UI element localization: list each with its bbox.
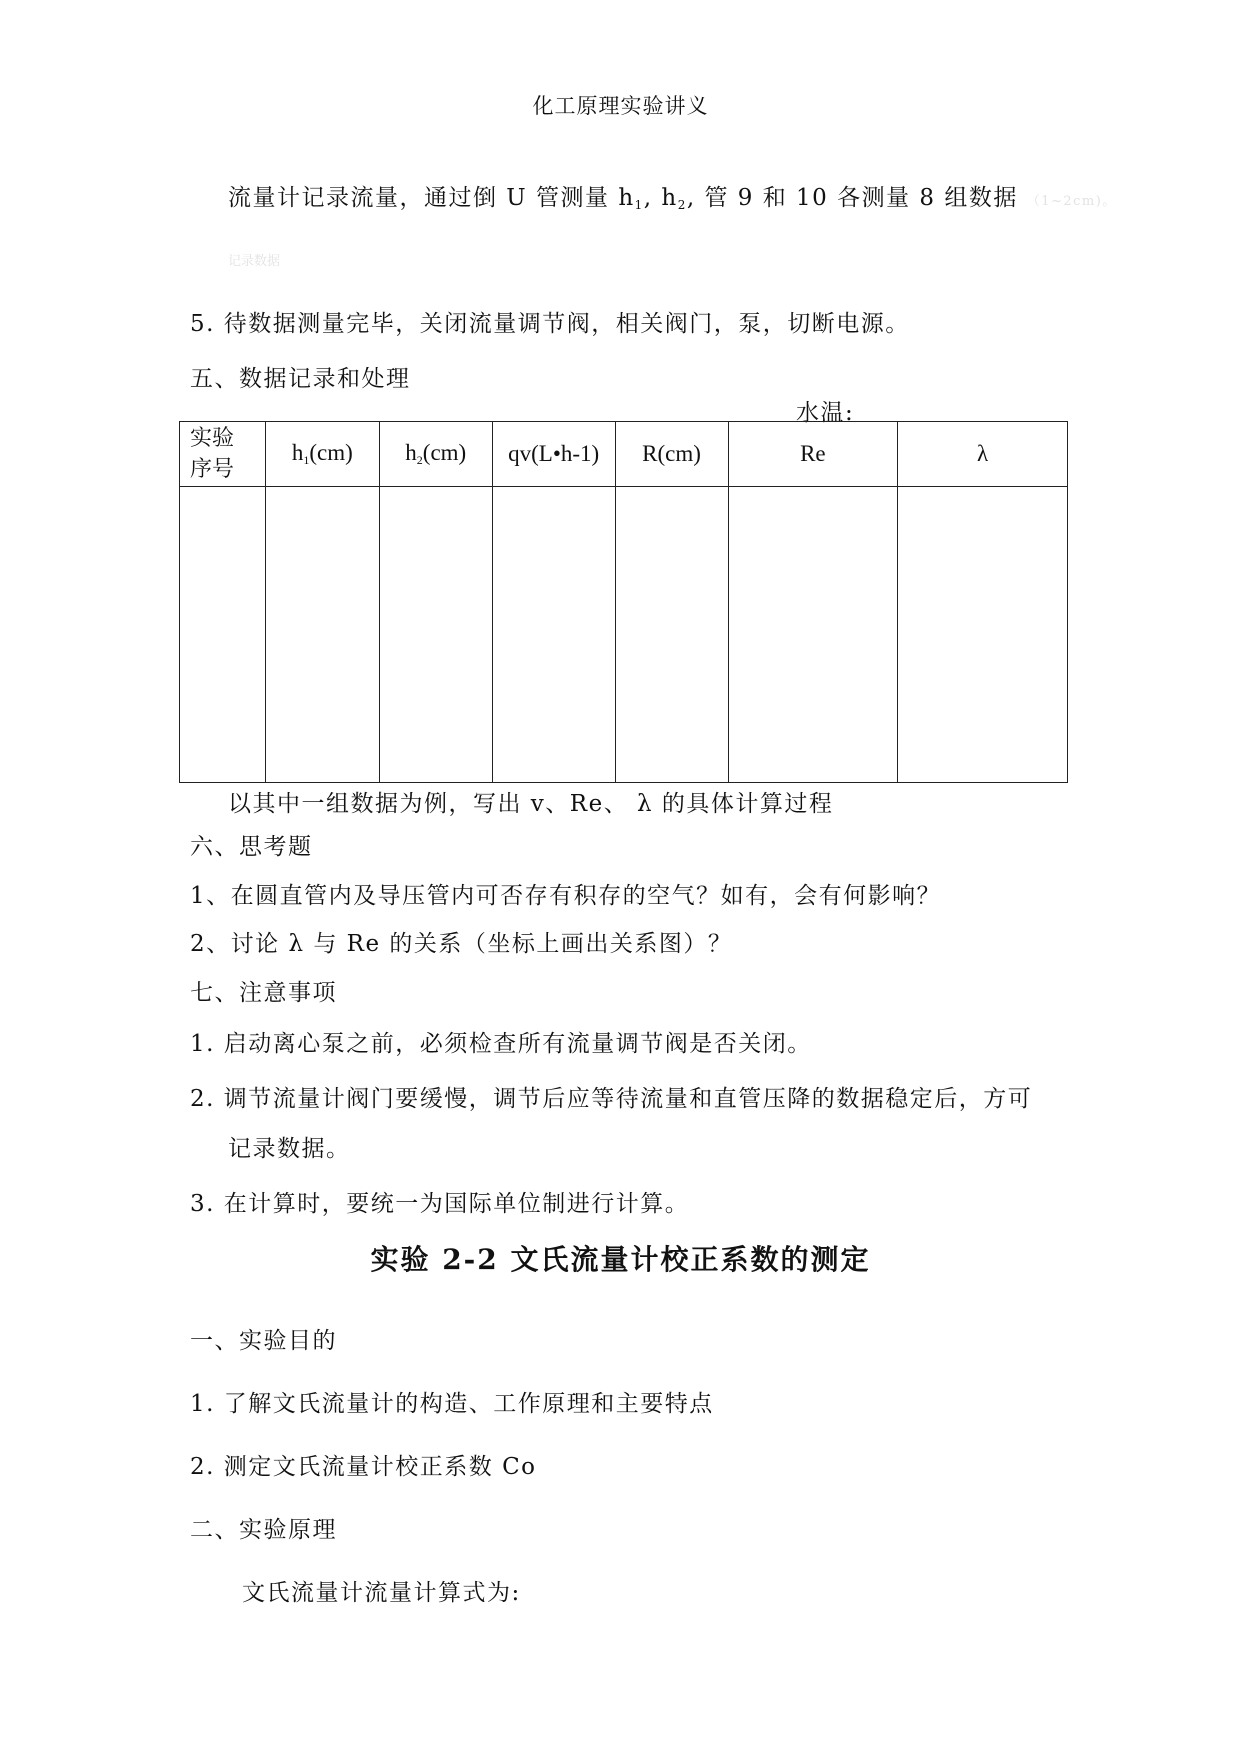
table-row bbox=[180, 487, 1068, 783]
header-r: R(cm) bbox=[615, 422, 728, 487]
calc-note: 以其中一组数据为例，写出 v、Re、 λ 的具体计算过程 bbox=[228, 791, 834, 817]
table-cell[interactable] bbox=[379, 487, 492, 783]
header-seq-line2: 序号 bbox=[190, 457, 235, 482]
paragraph-measurement bbox=[228, 179, 1117, 212]
heading-questions: 六、思考题 bbox=[190, 834, 313, 860]
question-1: 1、在圆直管内及导压管内可否存有积存的空气？如有，会有何影响？ bbox=[190, 883, 942, 909]
heading-principle: 二、实验原理 bbox=[190, 1517, 337, 1543]
note-2-continued: 记录数据。 bbox=[228, 1136, 351, 1162]
heading-aims: 一、实验目的 bbox=[190, 1328, 337, 1354]
heading-data-record: 五、数据记录和处理 bbox=[190, 366, 411, 392]
faint-text-line: 记录数据 bbox=[228, 254, 281, 269]
table-cell[interactable] bbox=[492, 487, 615, 783]
question-2: 2、讨论 λ 与 Re 的关系（坐标上画出关系图）？ bbox=[190, 931, 733, 957]
step-5: 5. 待数据测量完毕，关闭流量调节阀，相关阀门，泵，切断电源。 bbox=[190, 311, 910, 337]
water-temp-label: 水温: bbox=[796, 400, 855, 426]
table-cell[interactable] bbox=[180, 487, 266, 783]
table-header-row bbox=[180, 422, 1068, 487]
table-cell[interactable] bbox=[615, 487, 728, 783]
data-table bbox=[179, 421, 1068, 783]
table-cell[interactable] bbox=[728, 487, 898, 783]
heading-notes: 七、注意事项 bbox=[190, 980, 337, 1006]
header-seq bbox=[180, 422, 266, 487]
subscript: 2 bbox=[677, 198, 687, 212]
header-seq-line1: 实验 bbox=[190, 426, 235, 451]
faint-text: （1~2cm)。 bbox=[1026, 194, 1117, 209]
text-fragment: 流量计记录流量，通过倒 U 管测量 h bbox=[228, 185, 635, 211]
formula-intro: 文氏流量计流量计算式为: bbox=[242, 1580, 521, 1606]
header-qv: qv(L•h-1) bbox=[492, 422, 615, 487]
note-1: 1. 启动离心泵之前，必须检查所有流量调节阀是否关闭。 bbox=[190, 1031, 812, 1057]
text-fragment: , h bbox=[643, 185, 678, 211]
aim-2: 2. 测定文氏流量计校正系数 Co bbox=[190, 1454, 537, 1480]
aim-1: 1. 了解文氏流量计的构造、工作原理和主要特点 bbox=[190, 1391, 714, 1417]
page-header: 化工原理实验讲义 bbox=[532, 94, 709, 118]
experiment-title: 实验 2-2 文氏流量计校正系数的测定 bbox=[370, 1243, 871, 1276]
note-2: 2. 调节流量计阀门要缓慢，调节后应等待流量和直管压降的数据稳定后，方可 bbox=[190, 1086, 1033, 1112]
table-cell[interactable] bbox=[898, 487, 1068, 783]
text-fragment: , 管 9 和 10 各测量 8 组数据 bbox=[686, 185, 1018, 211]
subscript: 1 bbox=[634, 198, 644, 212]
note-3: 3. 在计算时，要统一为国际单位制进行计算。 bbox=[190, 1191, 690, 1217]
header-h2: $h_2(cm)$ bbox=[379, 422, 492, 487]
header-lambda: λ bbox=[898, 422, 1068, 487]
header-re: Re bbox=[728, 422, 898, 487]
table-cell[interactable] bbox=[265, 487, 379, 783]
header-h1: $h_1(cm)$ bbox=[265, 422, 379, 487]
